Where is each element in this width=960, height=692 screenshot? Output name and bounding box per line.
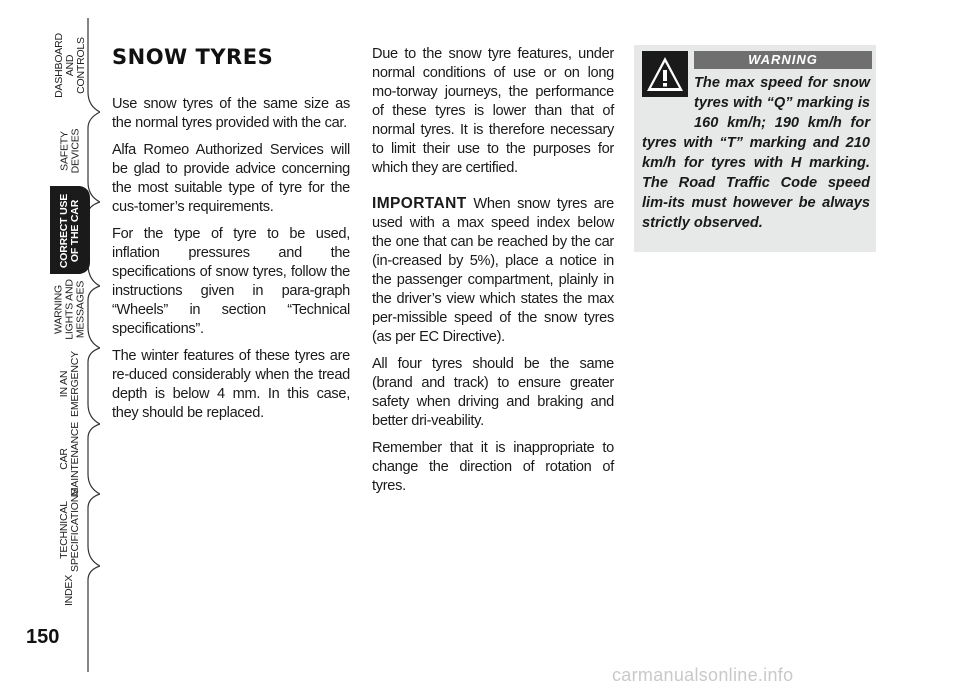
- middle-column: [372, 45, 614, 504]
- tab-dashboard-and-controls[interactable]: DASHBOARD AND CONTROLS: [52, 32, 87, 98]
- tab-safety-devices[interactable]: SAFETY DEVICES: [58, 128, 82, 174]
- paragraph: All four tyres should be the same (brand and track) to ensure greater safety when driving and braking and better dri-veability.: [372, 356, 614, 429]
- tab-warning-lights-and-messages[interactable]: WARNING LIGHTS AND MESSAGES: [52, 278, 87, 340]
- tab-car-maintenance[interactable]: CAR MAINTENANCE: [58, 421, 82, 497]
- tab-index[interactable]: INDEX: [63, 574, 76, 606]
- warning-header: WARNING: [694, 51, 872, 69]
- tab-in-an-emergency[interactable]: IN AN EMERGENCY: [58, 351, 82, 417]
- warning-box: [634, 45, 876, 252]
- tab-correct-use-of-the-car[interactable]: CORRECT USE OF THE CAR: [58, 193, 82, 269]
- left-column: [112, 95, 350, 431]
- page-number: 150: [26, 626, 60, 648]
- section-title: SNOW TYRES: [112, 45, 274, 69]
- paragraph: Due to the snow tyre features, under normal conditions of use or on long mo-torway journeys, the performance of these tyres is lower than that of normal tyres. It is therefore necessary to limit their use to the purposes for which they are certified.: [372, 46, 614, 176]
- tab-technical-specifications[interactable]: TECHNICAL SPECIFICATIONS: [58, 488, 81, 572]
- warning-text: The max speed for snow tyres with “Q” marking is 160 km/h; 190 km/h for tyres with “T” marking and 210 km/h for tyres with H marking. The Road Traffic Code speed lim-its must however be always strictly observed.: [642, 75, 870, 231]
- watermark: carmanualsonline.info: [612, 665, 794, 685]
- important-label: IMPORTANT: [372, 195, 467, 212]
- paragraph: For the type of tyre to be used, inflation pressures and the specifications of snow tyres, follow the instructions given in para-graph “Wheels” in section “Technical specifications”.: [112, 226, 350, 337]
- important-paragraph: [372, 194, 614, 347]
- paragraph: Alfa Romeo Authorized Services will be glad to provide advice concerning the most suitable type of tyre for the cus-tomer’s requirements.: [112, 142, 350, 215]
- important-text: When snow tyres are used with a max speed index below the one that can be reached by the car (in-creased by 5%), place a notice in the passenger compartment, plainly in the driver’s view which states the max per-missible speed of the snow tyres (as per EC Directive).: [372, 196, 614, 345]
- paragraph: Remember that it is inappropriate to change the direction of rotation of tyres.: [372, 440, 614, 494]
- paragraph: The winter features of these tyres are re-duced considerably when the tread depth is below 4 mm. In this case, they should be replaced.: [112, 348, 350, 421]
- paragraph: Use snow tyres of the same size as the normal tyres provided with the car.: [112, 96, 350, 131]
- chapter-sidebar: [0, 0, 100, 692]
